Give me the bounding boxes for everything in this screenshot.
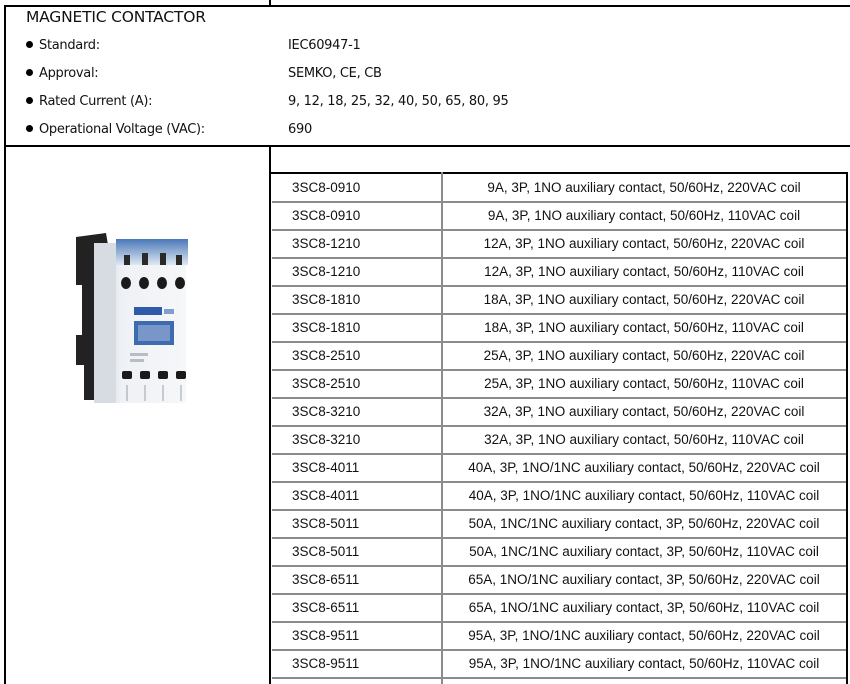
description-cell: 95A, 3P, 1NO/1NC auxiliary contact, 50/60Hz, 110VAC coil bbox=[468, 656, 820, 671]
table-row bbox=[272, 594, 846, 622]
bullet-icon bbox=[26, 41, 33, 48]
model-cell: 3SC8-2510 bbox=[292, 348, 361, 363]
description-cell: 18A, 3P, 1NO auxiliary contact, 50/60Hz, 220VAC coil bbox=[483, 292, 805, 307]
table-row bbox=[272, 342, 846, 370]
description-cell: 12A, 3P, 1NO auxiliary contact, 50/60Hz, 220VAC coil bbox=[483, 236, 805, 251]
table-row bbox=[272, 482, 846, 510]
table-row bbox=[272, 314, 846, 342]
description-cell: 50A, 1NC/1NC auxiliary contact, 3P, 50/60Hz, 220VAC coil bbox=[468, 516, 820, 531]
table-right-border bbox=[846, 172, 848, 684]
spec-label-approval: Approval: bbox=[26, 66, 98, 81]
model-cell: 3SC8-4011 bbox=[292, 460, 360, 475]
model-cell: 3SC8-5011 bbox=[292, 544, 360, 559]
description-cell: 9A, 3P, 1NO auxiliary contact, 50/60Hz, 220VAC coil bbox=[487, 180, 801, 195]
model-cell: 3SC8-6511 bbox=[292, 572, 360, 587]
description-cell: 12A, 3P, 1NO auxiliary contact, 50/60Hz, 110VAC coil bbox=[484, 264, 804, 279]
model-cell: 3SC8-5011 bbox=[292, 516, 360, 531]
model-cell: 3SC8-9511 bbox=[292, 628, 360, 643]
model-cell: 3SC8-1210 bbox=[292, 264, 361, 279]
table-row bbox=[272, 174, 846, 202]
image-column-divider bbox=[269, 145, 271, 684]
table-row bbox=[272, 650, 846, 678]
description-cell: 40A, 3P, 1NO/1NC auxiliary contact, 50/60Hz, 220VAC coil bbox=[468, 460, 820, 475]
bullet-icon bbox=[26, 97, 33, 104]
spec-value-rated-current: 9, 12, 18, 25, 32, 40, 50, 65, 80, 95 bbox=[288, 94, 509, 109]
model-cell: 3SC8-1810 bbox=[292, 292, 361, 307]
description-cell: 50A, 1NC/1NC auxiliary contact, 3P, 50/60Hz, 110VAC coil bbox=[469, 544, 819, 559]
table-row bbox=[272, 258, 846, 286]
description-cell: 25A, 3P, 1NO auxiliary contact, 50/60Hz, 220VAC coil bbox=[483, 348, 805, 363]
model-cell: 3SC8-6511 bbox=[292, 600, 360, 615]
description-cell: 65A, 1NO/1NC auxiliary contact, 3P, 50/60Hz, 220VAC coil bbox=[468, 572, 820, 587]
table-row bbox=[272, 370, 846, 398]
table-row bbox=[272, 286, 846, 314]
description-cell: 95A, 3P, 1NO/1NC auxiliary contact, 50/60Hz, 220VAC coil bbox=[468, 628, 820, 643]
description-cell: 65A, 1NO/1NC auxiliary contact, 3P, 50/60Hz, 110VAC coil bbox=[468, 600, 820, 615]
contactor-product-image bbox=[68, 225, 193, 410]
table-row bbox=[272, 538, 846, 566]
model-cell: 3SC8-4011 bbox=[292, 488, 360, 503]
spec-value-standard: IEC60947-1 bbox=[288, 38, 361, 53]
row-divider bbox=[272, 677, 846, 679]
spec-value-approval: SEMKO, CE, CB bbox=[288, 66, 382, 81]
spec-label-rated-current: Rated Current (A): bbox=[26, 94, 152, 109]
model-cell: 3SC8-1210 bbox=[292, 236, 361, 251]
table-row bbox=[272, 454, 846, 482]
spec-label-operational-voltage: Operational Voltage (VAC): bbox=[26, 122, 205, 137]
table-row bbox=[272, 202, 846, 230]
model-cell: 3SC8-2510 bbox=[292, 376, 361, 391]
bullet-icon bbox=[26, 125, 33, 132]
bullet-icon bbox=[26, 69, 33, 76]
description-cell: 32A, 3P, 1NO auxiliary contact, 50/60Hz, 110VAC coil bbox=[484, 432, 804, 447]
model-cell: 3SC8-0910 bbox=[292, 208, 361, 223]
page-title: MAGNETIC CONTACTOR bbox=[26, 8, 206, 26]
description-cell: 40A, 3P, 1NO/1NC auxiliary contact, 50/60Hz, 110VAC coil bbox=[468, 488, 820, 503]
table-row bbox=[272, 230, 846, 258]
description-cell: 18A, 3P, 1NO auxiliary contact, 50/60Hz, 110VAC coil bbox=[484, 320, 804, 335]
model-cell: 3SC8-3210 bbox=[292, 432, 361, 447]
section-divider bbox=[4, 145, 850, 147]
table-row bbox=[272, 566, 846, 594]
table-row bbox=[272, 510, 846, 538]
description-cell: 32A, 3P, 1NO auxiliary contact, 50/60Hz, 220VAC coil bbox=[483, 404, 805, 419]
model-cell: 3SC8-9511 bbox=[292, 656, 360, 671]
table-row bbox=[272, 426, 846, 454]
model-cell: 3SC8-3210 bbox=[292, 404, 361, 419]
spec-label-standard: Standard: bbox=[26, 38, 100, 53]
model-cell: 3SC8-0910 bbox=[292, 180, 361, 195]
table-row bbox=[272, 622, 846, 650]
top-border bbox=[4, 5, 850, 7]
description-cell: 25A, 3P, 1NO auxiliary contact, 50/60Hz, 110VAC coil bbox=[484, 376, 804, 391]
description-cell: 9A, 3P, 1NO auxiliary contact, 50/60Hz, 110VAC coil bbox=[487, 208, 801, 223]
left-border bbox=[4, 5, 6, 684]
table-row bbox=[272, 398, 846, 426]
model-cell: 3SC8-1810 bbox=[292, 320, 361, 335]
spec-value-operational-voltage: 690 bbox=[288, 122, 312, 137]
